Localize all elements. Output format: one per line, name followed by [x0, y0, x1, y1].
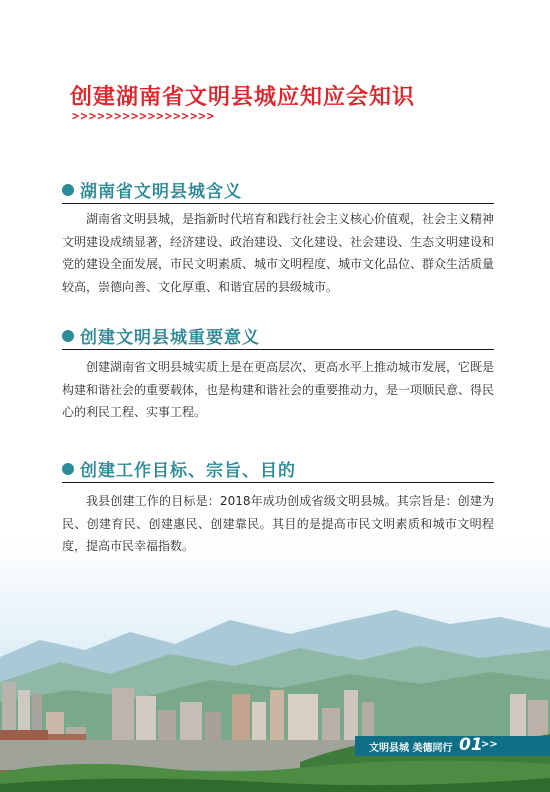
- page-number: 01: [459, 735, 483, 755]
- page-title: 创建湖南省文明县城应知应会知识: [70, 85, 416, 110]
- footer-bar: [355, 736, 550, 756]
- section-body-goals: 我县创建工作的目标是：2018年成功创成省级文明县城。其宗旨是：创建为民、创建育民、创建惠民、创建靠民。其目的是提高市民文明素质和城市文明程度，提高市民幸福指数。: [62, 494, 494, 553]
- footer-slogan: 文明县城 美德同行: [369, 743, 453, 754]
- bullet-dot-icon: [62, 184, 74, 196]
- section-heading-label: 创建工作目标、宗旨、目的: [80, 461, 296, 481]
- section-heading-meaning: [62, 177, 494, 204]
- section-body-significance: 创建湖南省文明县城实质上是在更高层次、更高水平上推动城市发展，它既是构建和谐社会的重要载体，也是构建和谐社会的重要推动力，是一项顺民意、得民心的利民工程、实事工程。: [62, 360, 495, 419]
- section-heading-label: 创建文明县城重要意义: [80, 328, 260, 348]
- bullet-dot-icon: [62, 463, 74, 475]
- section-heading-goals: [62, 456, 494, 483]
- bullet-dot-icon: [62, 330, 74, 342]
- footer-arrow-icon: >>: [481, 739, 498, 750]
- section-body-meaning: 湖南省文明县城，是指新时代培育和践行社会主义核心价值观，社会主义精神文明建设成绩显著，经济建设、政治建设、文化建设、社会建设、生态文明建设和党的建设全面发展，市民文明素质、城市文明程度、城市文化品位、群众生活质量较高，崇德向善、文化厚重、和谐宜居的县级城市。: [62, 212, 495, 294]
- section-heading-significance: [62, 323, 494, 350]
- city-landscape-image: [0, 562, 550, 792]
- title-arrow-decoration: >>>>>>>>>>>>>>>>>: [72, 109, 216, 123]
- section-heading-label: 湖南省文明县城含义: [80, 182, 242, 202]
